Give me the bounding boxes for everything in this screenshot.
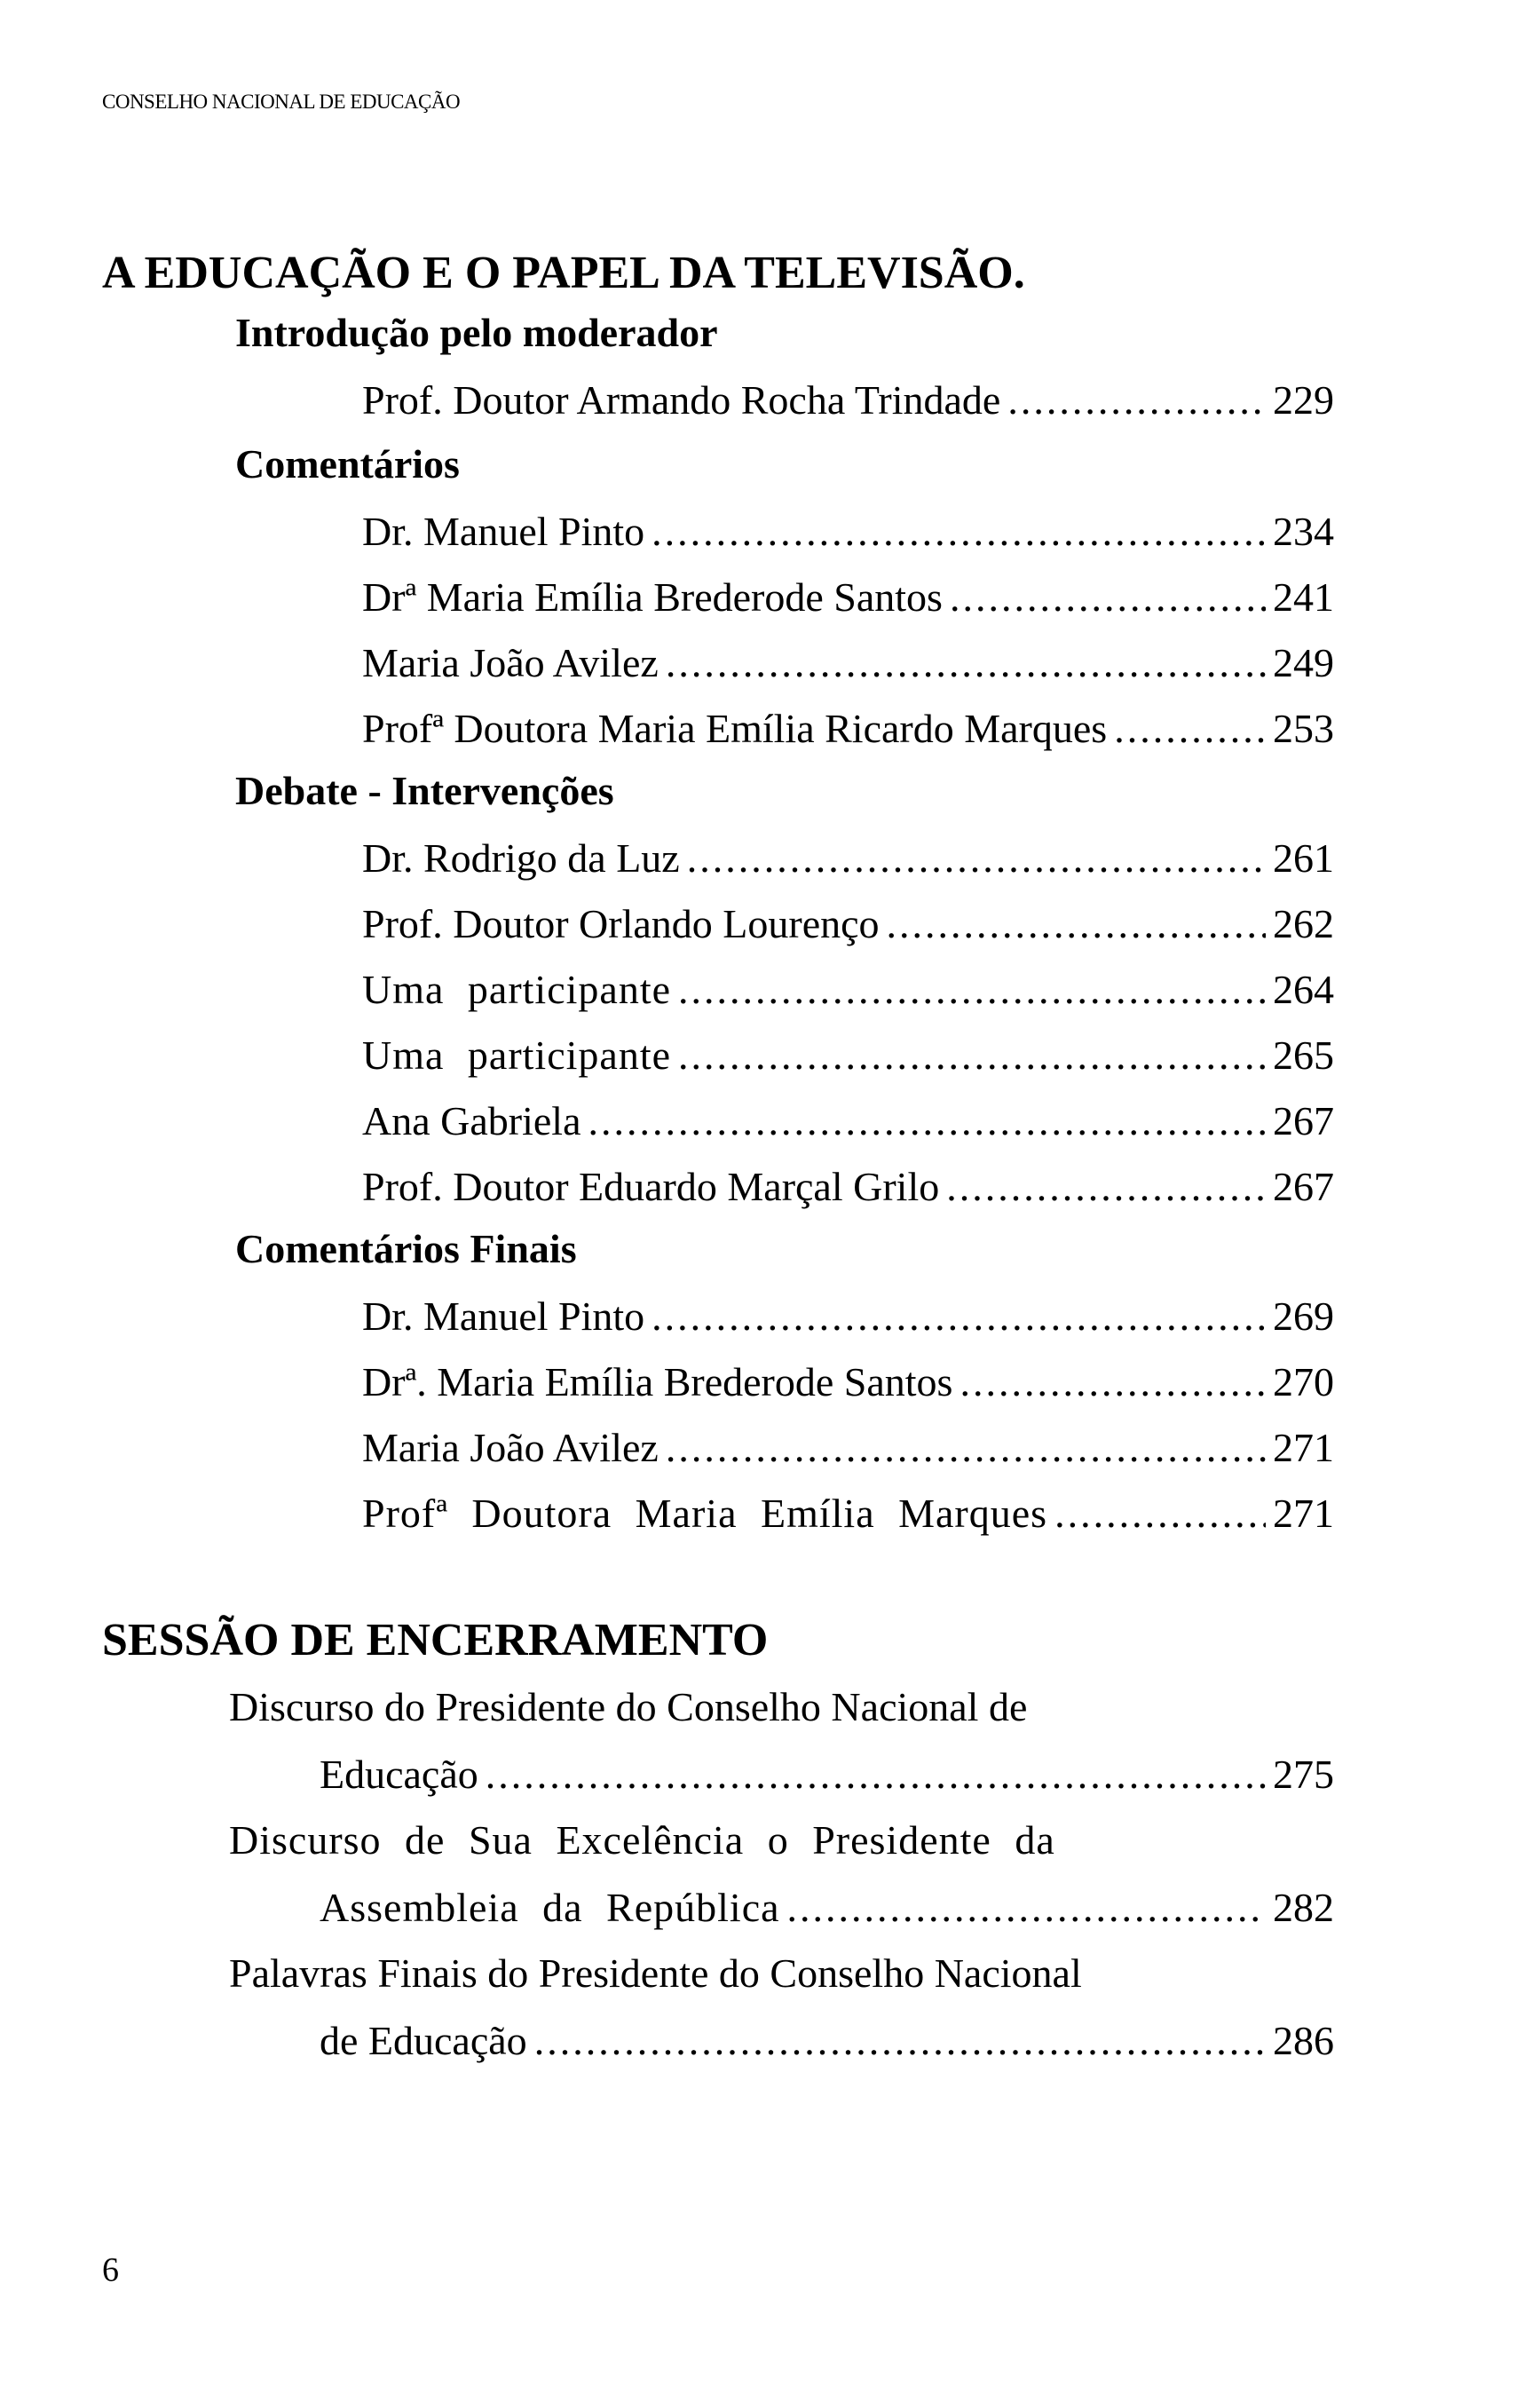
dot-leader (588, 1097, 1267, 1144)
group-heading: Debate - Intervenções (235, 768, 614, 813)
dot-leader (887, 900, 1266, 947)
dot-leader (787, 1884, 1266, 1931)
group-heading: Comentários (235, 441, 460, 487)
toc-entry[interactable] (362, 1490, 1334, 1537)
dot-leader (1007, 376, 1266, 423)
entry-label: Maria João Avilez (362, 640, 659, 685)
toc-entry[interactable] (362, 1358, 1334, 1405)
entry-page: 275 (1273, 1752, 1334, 1797)
entry-label: Drª. Maria Emília Brederode Santos (362, 1359, 953, 1404)
toc-entry[interactable] (362, 835, 1334, 882)
toc-entry[interactable] (362, 900, 1334, 947)
entry-label: Profª Doutora Maria Emília Ricardo Marques (362, 706, 1108, 751)
entry-label: Prof. Doutor Eduardo Marçal Grilo (362, 1164, 940, 1209)
toc-entry[interactable] (362, 705, 1334, 752)
entry-page: 269 (1273, 1293, 1334, 1339)
entry-page: 249 (1273, 640, 1334, 685)
group-heading: Introdução pelo moderador (235, 310, 718, 355)
entry-label: Prof. Doutor Armando Rocha Trindade (362, 377, 1001, 423)
closing-item-first-line: Discurso de Sua Excelência o Presidente da (229, 1817, 1055, 1863)
entry-page: 264 (1273, 967, 1334, 1012)
dot-leader (946, 1163, 1266, 1210)
toc-entry[interactable] (320, 1751, 1334, 1798)
closing-item-first-line: Palavras Finais do Presidente do Conselho Nacional (229, 1950, 1082, 1996)
entry-page: 286 (1273, 2018, 1334, 2063)
entry-label: Uma participante (362, 967, 672, 1012)
dot-leader (652, 1293, 1266, 1340)
entry-page: 270 (1273, 1359, 1334, 1404)
toc-entry[interactable] (362, 1424, 1334, 1471)
entry-page: 267 (1273, 1098, 1334, 1143)
entry-label: Profª Doutora Maria Emília Marques (362, 1491, 1048, 1536)
entry-label: Maria João Avilez (362, 1425, 659, 1470)
dot-leader (687, 835, 1266, 882)
entry-label: Dr. Manuel Pinto (362, 509, 645, 554)
dot-leader (678, 1032, 1266, 1079)
dot-leader (960, 1358, 1266, 1405)
toc-entry[interactable] (362, 574, 1334, 621)
toc-entry[interactable] (320, 2017, 1334, 2064)
entry-page: 271 (1273, 1491, 1334, 1536)
entry-page: 265 (1273, 1032, 1334, 1078)
dot-leader (1114, 705, 1266, 752)
entry-page: 267 (1273, 1164, 1334, 1209)
entry-page: 229 (1273, 377, 1334, 423)
dot-leader (666, 1424, 1266, 1471)
toc-entry[interactable] (320, 1884, 1334, 1931)
entry-page: 234 (1273, 509, 1334, 554)
dot-leader (534, 2017, 1266, 2064)
entry-label: Assembleia da República (320, 1885, 780, 1930)
entry-label: Uma participante (362, 1032, 672, 1078)
dot-leader (666, 639, 1266, 686)
entry-label: Ana Gabriela (362, 1098, 581, 1143)
toc-entry[interactable] (362, 1032, 1334, 1079)
toc-entry[interactable] (362, 508, 1334, 555)
dot-leader (678, 966, 1266, 1013)
entry-page: 271 (1273, 1425, 1334, 1470)
toc-entry[interactable] (362, 1097, 1334, 1144)
running-head: CONSELHO NACIONAL DE EDUCAÇÃO (102, 91, 461, 113)
dot-leader (652, 508, 1266, 555)
entry-label: Educação (320, 1752, 478, 1797)
entry-label: de Educação (320, 2018, 527, 2063)
entry-label: Drª Maria Emília Brederode Santos (362, 574, 943, 620)
page-number: 6 (102, 2251, 119, 2289)
toc-entry[interactable] (362, 966, 1334, 1013)
toc-entry[interactable] (362, 1163, 1334, 1210)
entry-label: Prof. Doutor Orlando Lourenço (362, 901, 880, 946)
entry-page: 282 (1273, 1885, 1334, 1930)
entry-page: 262 (1273, 901, 1334, 946)
toc-entry[interactable] (362, 1293, 1334, 1340)
entry-page: 253 (1273, 706, 1334, 751)
closing-item-first-line: Discurso do Presidente do Conselho Nacional de (229, 1684, 1028, 1729)
section-title: A EDUCAÇÃO E O PAPEL DA TELEVISÃO. (102, 248, 1025, 298)
toc-entry[interactable] (362, 376, 1334, 423)
entry-page: 241 (1273, 574, 1334, 620)
dot-leader (950, 574, 1266, 621)
group-heading: Comentários Finais (235, 1226, 577, 1271)
dot-leader (1054, 1490, 1266, 1537)
dot-leader (486, 1751, 1266, 1798)
section-title: SESSÃO DE ENCERRAMENTO (102, 1615, 769, 1665)
toc-entry[interactable] (362, 639, 1334, 686)
entry-page: 261 (1273, 835, 1334, 881)
entry-label: Dr. Manuel Pinto (362, 1293, 645, 1339)
entry-label: Dr. Rodrigo da Luz (362, 835, 680, 881)
